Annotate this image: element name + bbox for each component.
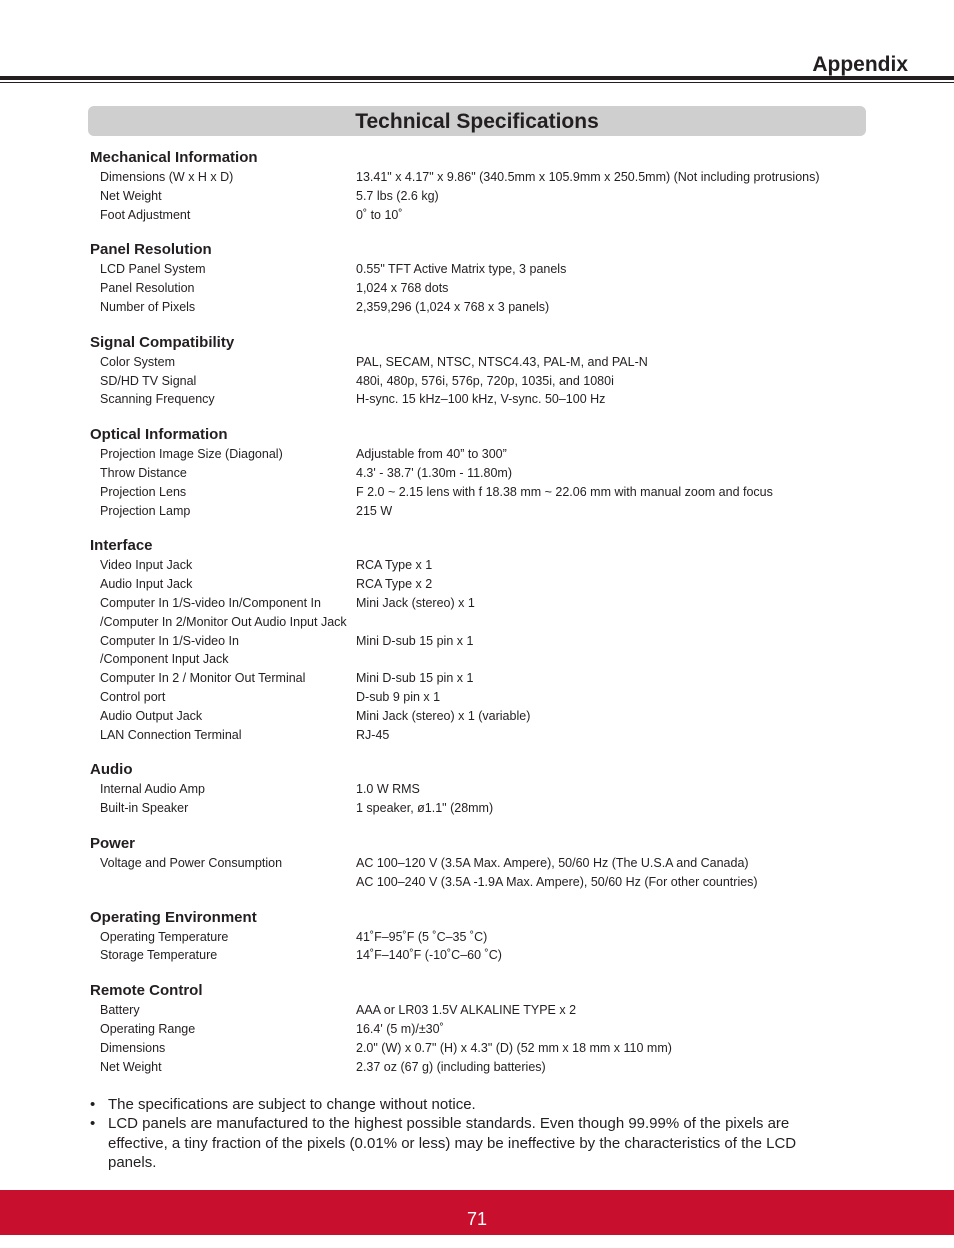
spec-label: Net Weight bbox=[100, 1059, 162, 1074]
spec-label: Audio Output Jack bbox=[100, 708, 203, 723]
spec-row bbox=[90, 946, 890, 965]
spec-value: 2.0" (W) x 0.7" (H) x 4.3" (D) (52 mm x 18 mm x 110 mm) bbox=[356, 1040, 672, 1055]
spec-value: H-sync. 15 kHz–100 kHz, V-sync. 50–100 Hz bbox=[356, 392, 606, 407]
section-title: Mechanical Information bbox=[90, 149, 258, 166]
spec-row bbox=[90, 502, 890, 521]
section-heading: Appendix bbox=[812, 53, 908, 76]
spec-value: 13.41" x 4.17" x 9.86" (340.5mm x 105.9mm x 250.5mm) (Not including protrusions) bbox=[356, 170, 820, 184]
spec-row bbox=[90, 279, 890, 298]
spec-section bbox=[90, 148, 890, 224]
spec-label: Internal Audio Amp bbox=[100, 782, 205, 797]
spec-value: 0˚ to 10˚ bbox=[356, 207, 403, 222]
spec-row bbox=[90, 483, 890, 502]
spec-section bbox=[90, 536, 890, 744]
spec-value: 1 speaker, ø1.1" (28mm) bbox=[356, 801, 494, 816]
spec-value: Adjustable from 40” to 300” bbox=[356, 447, 507, 462]
spec-label: Throw Distance bbox=[100, 465, 187, 480]
spec-value: 5.7 lbs (2.6 kg) bbox=[356, 188, 439, 203]
spec-value: F 2.0 ~ 2.15 lens with f 18.38 mm ~ 22.06 mm with manual zoom and focus bbox=[356, 484, 773, 499]
spec-label: Color System bbox=[100, 354, 176, 369]
spec-label: Computer In 1/S-video In bbox=[100, 633, 239, 648]
section-title: Audio bbox=[90, 761, 133, 779]
spec-label: Storage Temperature bbox=[100, 948, 218, 963]
spec-value: 480i, 480p, 576i, 576p, 720p, 1035i, and 1080i bbox=[356, 373, 614, 388]
spec-row bbox=[90, 928, 890, 947]
spec-value: 4.3' - 38.7' (1.30m - 11.80m) bbox=[356, 465, 512, 480]
spec-row bbox=[90, 206, 890, 225]
spec-value: RJ-45 bbox=[356, 727, 390, 742]
note-item bbox=[90, 1114, 840, 1172]
section-title: Panel Resolution bbox=[90, 241, 212, 259]
spec-label: Control port bbox=[100, 689, 166, 704]
spec-row bbox=[90, 168, 890, 187]
spec-label: Panel Resolution bbox=[100, 281, 195, 296]
spec-label: Foot Adjustment bbox=[100, 207, 191, 222]
spec-value: AAA or LR03 1.5V ALKALINE TYPE x 2 bbox=[356, 1003, 577, 1018]
spec-value: 14˚F–140˚F (-10˚C–60 ˚C) bbox=[356, 948, 502, 963]
header-rule-thick bbox=[0, 76, 954, 80]
spec-value: 2.37 oz (67 g) (including batteries) bbox=[356, 1059, 546, 1074]
spec-value: 0.55" TFT Active Matrix type, 3 panels bbox=[356, 262, 567, 277]
spec-label: Projection Image Size (Diagonal) bbox=[100, 447, 283, 462]
spec-value: RCA Type x 1 bbox=[356, 558, 433, 573]
spec-label: Computer In 2 / Monitor Out Terminal bbox=[100, 671, 306, 686]
page-number: 71 bbox=[466, 1209, 488, 1229]
spec-label: Operating Range bbox=[100, 1021, 196, 1036]
spec-label: Scanning Frequency bbox=[100, 392, 215, 407]
spec-section bbox=[90, 333, 890, 409]
spec-section bbox=[90, 425, 890, 520]
spec-row bbox=[90, 445, 890, 464]
spec-row bbox=[90, 353, 890, 372]
spec-value: 1.0 W RMS bbox=[356, 782, 420, 797]
spec-label: /Computer In 2/Monitor Out Audio Input Jack bbox=[100, 614, 347, 629]
section-title: Power bbox=[90, 834, 136, 852]
spec-label: Number of Pixels bbox=[100, 299, 196, 314]
spec-label: Net Weight bbox=[100, 188, 162, 203]
footer-bar bbox=[0, 1190, 954, 1235]
spec-label: Battery bbox=[100, 1003, 140, 1018]
spec-row bbox=[90, 854, 890, 873]
spec-value: Mini Jack (stereo) x 1 bbox=[356, 595, 475, 610]
spec-label: LAN Connection Terminal bbox=[100, 727, 242, 742]
bullet-icon: • bbox=[90, 1096, 96, 1113]
note-item bbox=[90, 1095, 840, 1114]
spec-value: AC 100–240 V (3.5A -1.9A Max. Ampere), 50/60 Hz (For other countries) bbox=[356, 874, 758, 889]
spec-row bbox=[90, 650, 890, 669]
section-title: Optical Information bbox=[90, 426, 228, 444]
spec-section bbox=[90, 908, 890, 966]
spec-section bbox=[90, 834, 890, 892]
section-title: Signal Compatibility bbox=[90, 333, 235, 351]
spec-row bbox=[90, 1058, 890, 1077]
spec-label: Dimensions bbox=[100, 1040, 166, 1055]
spec-value: 2,359,296 (1,024 x 768 x 3 panels) bbox=[356, 299, 550, 314]
spec-row bbox=[90, 260, 890, 279]
spec-row bbox=[90, 613, 890, 632]
spec-value: AC 100–120 V (3.5A Max. Ampere), 50/60 Hz (The U.S.A and Canada) bbox=[356, 855, 749, 870]
spec-section bbox=[90, 981, 890, 1076]
notes-list bbox=[90, 1095, 840, 1172]
header-rule-thin bbox=[0, 82, 954, 83]
spec-label: Projection Lens bbox=[100, 484, 187, 499]
spec-row bbox=[90, 372, 890, 391]
spec-value: Mini D-sub 15 pin x 1 bbox=[356, 633, 474, 648]
spec-label: Projection Lamp bbox=[100, 503, 191, 518]
section-title: Operating Environment bbox=[90, 908, 257, 926]
bullet-icon: • bbox=[90, 1115, 96, 1133]
spec-row bbox=[90, 799, 890, 818]
spec-label: Dimensions (W x H x D) bbox=[100, 170, 234, 184]
spec-row bbox=[90, 390, 890, 409]
spec-row bbox=[90, 1020, 890, 1039]
spec-row bbox=[90, 688, 890, 707]
spec-row bbox=[90, 575, 890, 594]
spec-label: Video Input Jack bbox=[100, 558, 193, 573]
spec-section bbox=[90, 760, 890, 818]
spec-label: LCD Panel System bbox=[100, 262, 206, 277]
spec-label: Audio Input Jack bbox=[100, 577, 193, 592]
spec-row bbox=[90, 1039, 890, 1058]
spec-label: Built-in Speaker bbox=[100, 801, 189, 816]
spec-row bbox=[90, 1001, 890, 1020]
spec-row bbox=[90, 464, 890, 483]
spec-label: Voltage and Power Consumption bbox=[100, 855, 283, 870]
spec-value: RCA Type x 2 bbox=[356, 577, 433, 592]
spec-row bbox=[90, 873, 890, 892]
spec-label: SD/HD TV Signal bbox=[100, 373, 197, 388]
spec-value: Mini Jack (stereo) x 1 (variable) bbox=[356, 708, 531, 723]
spec-label: Operating Temperature bbox=[100, 929, 229, 944]
spec-row bbox=[90, 707, 890, 726]
spec-row bbox=[90, 726, 890, 745]
spec-label: Computer In 1/S-video In/Component In bbox=[100, 595, 321, 610]
spec-value: PAL, SECAM, NTSC, NTSC4.43, PAL-M, and PAL-N bbox=[356, 354, 648, 369]
note-text: LCD panels are manufactured to the highest possible standards. Even though 99.99% of the pixels are effective, a tiny fraction of the pixels (0.01% or less) may be ineffective by the characteristics of the LCD panels. bbox=[108, 1115, 797, 1171]
spec-value: D-sub 9 pin x 1 bbox=[356, 689, 441, 704]
spec-value: 215 W bbox=[356, 503, 393, 518]
spec-row bbox=[90, 594, 890, 613]
spec-row bbox=[90, 298, 890, 317]
section-title: Remote Control bbox=[90, 982, 203, 1000]
spec-value: 16.4' (5 m)/±30˚ bbox=[356, 1021, 444, 1036]
spec-row bbox=[90, 187, 890, 206]
spec-value: 41˚F–95˚F (5 ˚C–35 ˚C) bbox=[356, 929, 488, 944]
note-text: The specifications are subject to change without notice. bbox=[108, 1096, 476, 1113]
section-title: Interface bbox=[90, 537, 153, 555]
spec-label: /Component Input Jack bbox=[100, 652, 229, 667]
spec-row bbox=[90, 556, 890, 575]
spec-row bbox=[90, 780, 890, 799]
page-title: Technical Specifications bbox=[88, 106, 866, 136]
specifications-list bbox=[90, 148, 890, 1092]
spec-row bbox=[90, 632, 890, 651]
spec-row bbox=[90, 669, 890, 688]
spec-section bbox=[90, 240, 890, 316]
spec-value: Mini D-sub 15 pin x 1 bbox=[356, 671, 474, 686]
spec-value: 1,024 x 768 dots bbox=[356, 281, 449, 296]
